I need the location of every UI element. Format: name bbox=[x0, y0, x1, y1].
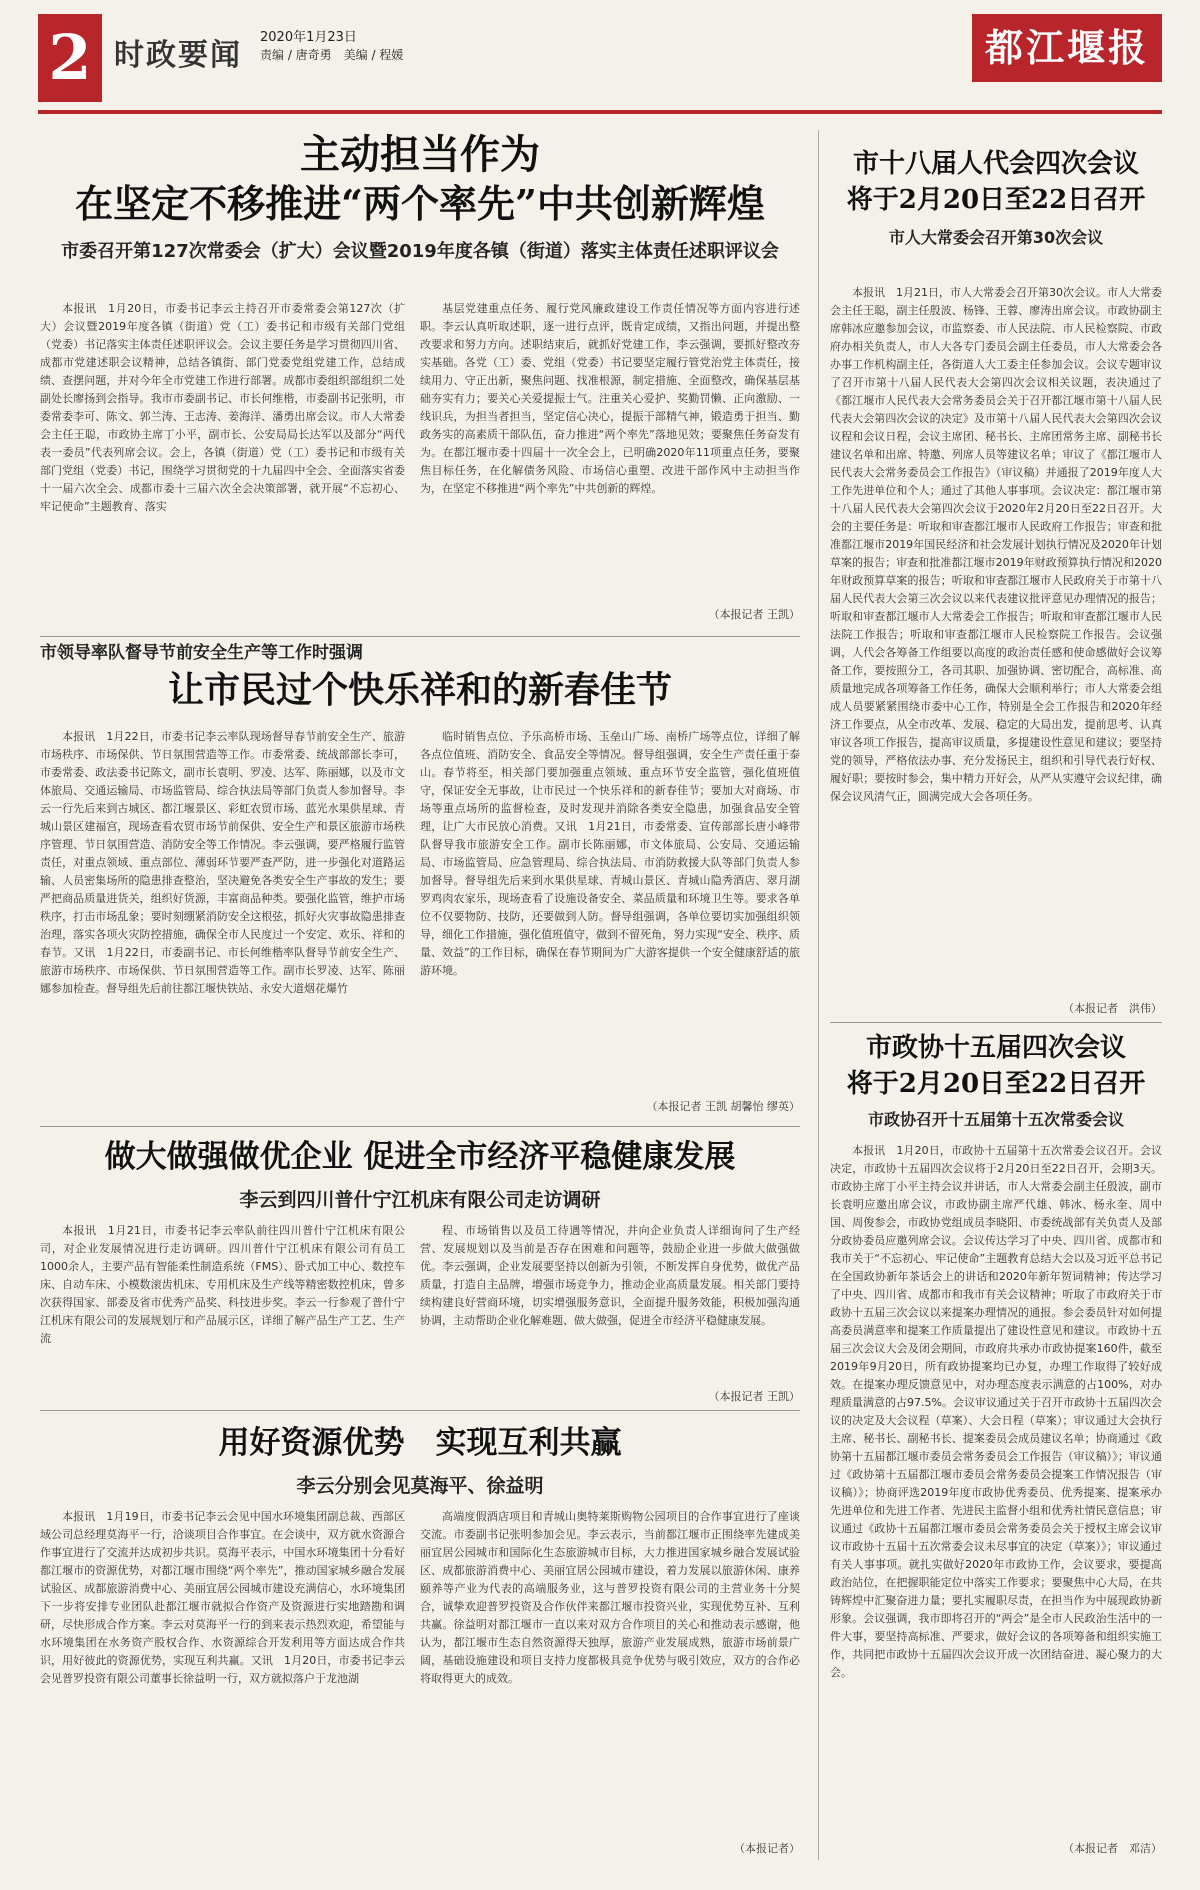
article-body-right: 程、市场销售以及员工待遇等情况，并向企业负责人详细询问了生产经营、发展规划以及当前是否存在困难和问题等，鼓励企业进一步做大做强做优。李云强调，企业发展要坚持以创新为引领，不断发挥自身优势，做优产品质量，打造自主品牌，增强市场竞争力，推动企业高质量发展。相关部门要持续构建良好营商环境，切实增强服务意识，全面提升服务效能，积极加强沟通协调，主动帮助企业化解难题、做大做强，促进全市经济平稳健康发展。 bbox=[420, 1224, 800, 1327]
article-title-line1: 市十八届人代会四次会议 bbox=[852, 149, 1139, 179]
article-body: 本报讯 1月21日，市人大常委会召开第30次会议。市人大常委会主任王聪，副主任殷波、杨锋、王蓉、廖涛出席会议。市政协副主席韩冰应邀参加会议，市监察委、市人民法院、市人民检察院、市政府办相关负责人，市人大各专门委员会副主任委员，市人大常委会各办事工作机构副主任，各街道人大工委主任参加会议。会议专题审议了召开市第十八届人民代表大会第四次会议相关议题，表决通过了《都江堰市人民代表大会常务委员会关于召开都江堰市第十八届人民代表大会第四次会议的决定》及市第十八届人民代表大会第四次会议议程和会议日程，会议主席团、秘书长、主席团常务主席、副秘书长建议名单和出席、特邀、列席人员等建议名单；审议了《都江堰市人民代表大会常务委员会工作报告》（审议稿）并通报了2019年度人大工作先进单位和个人；通过了其他人事事项。会议决定：都江堰市第十八届人民代表大会第四次会议于2020年2月20日至22日召开。大会的主要任务是：听取和审查都江堰市人民政府工作报告；审查和批准都江堰市2019年国民经济和社会发展计划执行情况及2020年计划草案的报告；审查和批准都江堰市2019年财政预算执行情况和2020年财政预算草案的报告；听取和审查都江堰市人民政府关于市第十八届人民代表大会第三次会议以来代表建议批评意见办理情况的报告；听取和审查都江堰市人大常委会工作报告；听取和审查都江堰市人民法院工作报告；听取和审查都江堰市人民检察院工作报告。会议强调，人代会各筹备工作组要以高度的政治责任感和使命感做好会议筹备工作，要按照分工，各司其职、加强协调、密切配合，高标准、高质量地完成各项筹备工作任务，确保大会顺利举行；市人大常委会组成人员要紧紧围绕市委中心工作，特别是全会工作报告和2020年经济工作要点，从全市改革、发展、稳定的大局出发，提前思考、认真审议各项工作报告，提高审议质量，多提建设性意见和建议；要坚持党的领导，严格依法办事、充分发扬民主，组织和引导代表行好权、履好职；要按时参会，集中精力开好会，从严从实遵守会议纪律，确保会议风清气正，圆满完成大会各项任务。 bbox=[830, 286, 1162, 803]
newspaper-logo: 都江堰报 bbox=[972, 14, 1162, 82]
page-header bbox=[38, 14, 1162, 122]
header-divider bbox=[38, 110, 1162, 114]
article-body-right: 基层党建重点任务、履行党风廉政建设工作责任情况等方面内容进行述职。李云认真听取述职，逐一进行点评，既肯定成绩，又指出问题，并提出整改要求和努力方向。述职结束后，就抓好党建工作，李云强调，要抓好整改夯实基础。各党（工）委、党组（党委）书记要坚定履行管党治党主体责任，接续用力、守正出新，聚焦问题、找准根源，制定措施、全面整改，确保基层基础夯实有力；要关心关爱提振士气。注重关心爱护、奖勤罚懒、正向激励、一线识兵，为担当者担当，坚定信心决心，提振干部精气神，锻造勇于担当、勤政务实的高素质干部队伍，奋力推进“两个率先”落地见效；要聚焦任务奋发有为。在都江堰市委十四届十一次全会上，已明确2020年11项重点任务，要聚焦目标任务，在化解债务风险、市场信心重塑、改进干部作风中主动担当作为，在坚定不移推进“两个率先”中共创新的辉煌。 bbox=[420, 302, 800, 495]
article-title-line2: 将于2月20日至22日召开 bbox=[846, 185, 1146, 215]
article-byline: （本报记者 王凯） bbox=[708, 1390, 800, 1403]
article-body-right: 高端度假酒店项目和青城山奥特莱斯购物公园项目的合作事宜进行了座谈交流。市委副书记张明参加会见。李云表示，当前都江堰市正围绕率先建成美丽宜居公园城市和国际化生态旅游城市目标，大力推进国家城乡融合发展试验区、成都旅游消费中心、美丽宜居公园城市建设，着力发展以旅游休闲、康养颐养等产业为代表的高端服务业，这与普罗投资有限公司的主营业务十分契合，诚挚欢迎普罗投资及合作伙伴来都江堰市投资兴业，实现优势互补、互利共赢。徐益明对都江堰市一直以来对双方合作项目的关心和推动表示感谢，他认为，都江堰市生态自然资源得天独厚，旅游产业发展成熟，旅游市场前景广阔，基础设施建设和项目支持力度都极具竞争优势与吸引效应，双方的合作必将取得更大的成效。 bbox=[420, 1510, 800, 1685]
article-byline: （本报记者 王凯） bbox=[708, 608, 800, 621]
article-subtitle: 李云分别会见莫海平、徐益明 bbox=[296, 1475, 544, 1497]
article-byline: （本报记者 洪伟） bbox=[1063, 1002, 1162, 1015]
article-title-line2: 在坚定不移推进“两个率先”中共创新辉煌 bbox=[75, 181, 765, 226]
article-byline: （本报记者 邓洁） bbox=[1063, 1842, 1162, 1855]
article-byline: （本报记者 王凯 胡馨怡 缪英） bbox=[646, 1100, 800, 1113]
article-subtitle: 市政协召开十五届第十五次常委会议 bbox=[867, 1110, 1124, 1129]
section-name: 时政要闻 bbox=[114, 38, 242, 73]
article-body: 本报讯 1月20日，市政协十五届第十五次常委会议召开。会议决定，市政协十五届四次会议将于2月20日至22日召开，会期3天。市政协主席丁小平主持会议并讲话，市人大常委会副主任殷波，副市长袁明应邀出席会议，市政协副主席严代雄、韩冰、杨永奎、周中国、周俊参会，市政协党组成员李晓阳、市委统战部有关负责人及部分政协委员应邀列席会议。会议传达学习了中央、四川省、成都市和我市关于“不忘初心、牢记使命”主题教育总结大会以及习近平总书记在全国政协新年茶话会上的讲话和2020年新年贺词精神；传达学习了中央、四川省、成都市和我市有关会议精神；听取了市政府关于市政协十五届三次会议以来提案办理情况的通报。参会委员针对如何提高委员满意率和提案工作质量提出了建设性意见和建议。市政协十五届三次会议大会及闭会期间，市政府共承办市政协提案160件，截至2019年9月20日，所有政协提案均已办复，办理工作取得了较好成效。在提案办理反馈意见中，对办理态度表示满意的占100%，对办理质量满意的占97.5%。会议审议通过关于召开市政协十五届四次会议的决定及大会议程（草案）、大会日程（草案）；审议通过大会执行主席、秘书长、副秘书长、提案委员会成员建议名单；协商通过《政协第十五届都江堰市委员会常务委员会工作报告（审议稿）》；审议通过《政协第十五届都江堰市委员会常务委员会提案工作情况报告（审议稿）》；协商评选2019年度市政协优秀委员、优秀提案、提案承办先进单位和先进工作者、先进民主监督小组和优秀社情民意信息；审议通过《政协十五届都江堰市委员会常务委员会关于授权主席会议审议市政协十五届十五次常委会议未尽事宜的决定（草案）》；审议通过有关人事事项。就扎实做好2020年市政协工作，会议要求，要提高政治站位，在把握职能定位中落实工作要求；要聚焦中心大局，在共铸辉煌中汇聚奋进力量；要扎实履职尽责，在担当作为中展现政协新形象。会议强调，我市即将召开的“两会”是全市人民政治生活中的一件大事，要坚持高标准、严要求，做好会议的各项筹备和组织实施工作，共同把市政协十五届四次会议开成一次团结奋进、凝心聚力的大会。 bbox=[830, 1144, 1162, 1679]
article-byline: （本报记者） bbox=[734, 1842, 800, 1855]
article-body-left: 本报讯 1月21日，市委书记李云率队前往四川普什宁江机床有限公司，对企业发展情况进行走访调研。四川普什宁江机床有限公司有员工1000余人，主要产品有智能柔性制造系统（FMS）、卧式加工中心、数控车床、自动车床、小模数滚齿机床、专用机床及生产线等精密数控机床，曾多次获得国家、部委及省市优秀产品奖、科技进步奖。李云一行参观了普什宁江机床有限公司的发展规划厅和产品展示区，详细了解产品生产工艺、生产流 bbox=[40, 1224, 405, 1345]
section-divider bbox=[830, 1022, 1162, 1023]
article-subtitle: 市委召开第127次常委会（扩大）会议暨2019年度各镇（街道）落实主体责任述职评议会 bbox=[61, 241, 779, 262]
article-body-right: 临时销售点位、予乐高桥市场、玉垒山广场、南桥广场等点位，详细了解各点位值班、消防安全、食品安全等情况。督导组强调，安全生产责任重于泰山。春节将至，相关部门要加强重点领域、重点环节安全监管，强化值班值守，保证安全无事故，让市民过一个快乐祥和的新春佳节；要加大对商场、市场等重点场所的监督检查，及时发现并消除各类安全隐患，加强食品安全管理，让广大市民放心消费。又讯 1月21日，市委常委、宣传部部长唐小峰带队督导我市旅游安全工作。副市长陈丽娜，市文体旅局、公安局、交通运输局、市场监管局、应急管理局、综合执法局、市消防救援大队等部门负责人参加督导。督导组先后来到水果供星球、青城山景区、青城山隐秀酒店、翠月湖罗鸡肉农家乐，现场查看了设施设备安全、菜品质量和环境卫生等。要求各单位不仅要物防、技防，还要做到人防。督导组强调，各单位要切实加强组织领导，细化工作措施，强化值班值守，做到不留死角，努力实现“安全、秩序、质量、效益”的工作目标，确保在春节期间为广大游客提供一个安全健康舒适的旅游环境。 bbox=[420, 730, 800, 977]
editor-credits: 责编 / 唐奇勇 美编 / 程媛 bbox=[260, 48, 404, 62]
article-title: 让市民过个快乐祥和的新春佳节 bbox=[167, 669, 672, 711]
article-subtitle: 市人大常委会召开第30次会议 bbox=[888, 228, 1104, 247]
section-divider bbox=[40, 1410, 800, 1411]
article-title: 用好资源优势 实现互利共赢 bbox=[218, 1425, 622, 1461]
article-title-line1: 市政协十五届四次会议 bbox=[865, 1033, 1126, 1063]
article-title-line1: 主动担当作为 bbox=[300, 131, 540, 178]
column-divider bbox=[818, 130, 819, 1860]
issue-date: 2020年1月23日 bbox=[260, 30, 357, 45]
article-title: 做大做强做优企业 促进全市经济平稳健康发展 bbox=[104, 1139, 736, 1175]
section-divider bbox=[40, 1126, 800, 1127]
article-kicker: 市领导率队督导节前安全生产等工作时强调 bbox=[40, 643, 363, 663]
article-body-left: 本报讯 1月20日，市委书记李云主持召开市委常委会第127次（扩大）会议暨2019年度各镇（街道）党（工）委书记和市级有关部门党组（党委）书记落实主体责任述职评议会。会议主要任务是学习贯彻四川省、成都市党建述职会议精神，总结各镇街、部门党委党组党建工作，总结成绩、查摆问题，并对今年全市党建工作进行部署。成都市委组织部组织二处副处长廖扬到会指导。我市市委副书记、市长何维楷，市委副书记张明，市委常委李可、陈文、郭兰涛、王志涛、姜海洋、潘勇出席会议。市人大常委会主任王聪，市政协主席丁小平，副市长、公安局局长达军以及部分“两代表一委员”代表列席会议。会上，各镇（街道）党（工）委书记和市级有关部门党组（党委）书记，围绕学习贯彻党的十九届四中全会、全面落实省委十一届六次全会、成都市委十三届六次全会决策部署，就开展“不忘初心、牢记使命”主题教育、落实 bbox=[40, 302, 405, 513]
article-title-line2: 将于2月20日至22日召开 bbox=[846, 1069, 1146, 1099]
page-number: 2 bbox=[38, 14, 102, 102]
article-subtitle: 李云到四川普什宁江机床有限公司走访调研 bbox=[239, 1189, 601, 1211]
section-divider bbox=[40, 636, 800, 637]
article-body-left: 本报讯 1月22日，市委书记李云率队现场督导春节前安全生产、旅游市场秩序、市场保供、节日氛围营造等工作。市委常委、统战部部长李可，市委常委、政法委书记陈文，副市长袁明、罗凌、达军、陈丽娜，以及市文体旅局、交通运输局、市场监管局、综合执法局等部门负责人参加督导。李云一行先后来到古城区、都江堰景区、彩虹农贸市场、蓝光水果供星球、青城山景区建福宫，现场查看农贸市场节前保供、安全生产和景区旅游市场秩序管理、节日氛围营造、消防安全等工作情况。李云强调，要严格履行监管责任，对重点领域、重点部位、薄弱环节要严查严防，进一步强化对道路运输、人员密集场所的隐患排查整治，坚决避免各类安全生产事故的发生；要严把商品质量进货关，组织好货源，丰富商品种类。要强化监管，维护市场秩序，打击市场乱象；要时刻绷紧消防安全这根弦，抓好火灾事故隐患排查治理，落实各项火灾防控措施，确保全市人民度过一个安定、欢乐、祥和的春节。又讯 1月22日，市委副书记、市长何维楷率队督导节前安全生产、旅游市场秩序、市场保供、节日氛围营造等工作。副市长罗凌、达军、陈丽娜参加检查。督导组先后前往都江堰快铁站、永安大道烟花爆竹 bbox=[40, 730, 405, 995]
article-body-left: 本报讯 1月19日，市委书记李云会见中国水环境集团副总裁、西部区域公司总经理莫海平一行，洽谈项目合作事宜。在会谈中，双方就水资源合作事宜进行了交流并达成初步共识。莫海平表示，中国水环境集团十分看好都江堰市的资源优势，对都江堰市围绕“两个率先”，推动国家城乡融合发展试验区、成都旅游消费中心、美丽宜居公园城市建设充满信心，水环境集团下一步将安排专业团队赴都江堰市就拟合作资产及资源进行实地踏勘和调研，尽快形成合作方案。李云对莫海平一行的到来表示热烈欢迎，希望能与水环境集团在水务资产股权合作、水资源综合开发利用等方面达成合作共识，用好彼此的资源优势，实现互利共赢。又讯 1月20日，市委书记李云会见普罗投资有限公司董事长徐益明一行，双方就拟落户于龙池湖 bbox=[40, 1510, 405, 1685]
